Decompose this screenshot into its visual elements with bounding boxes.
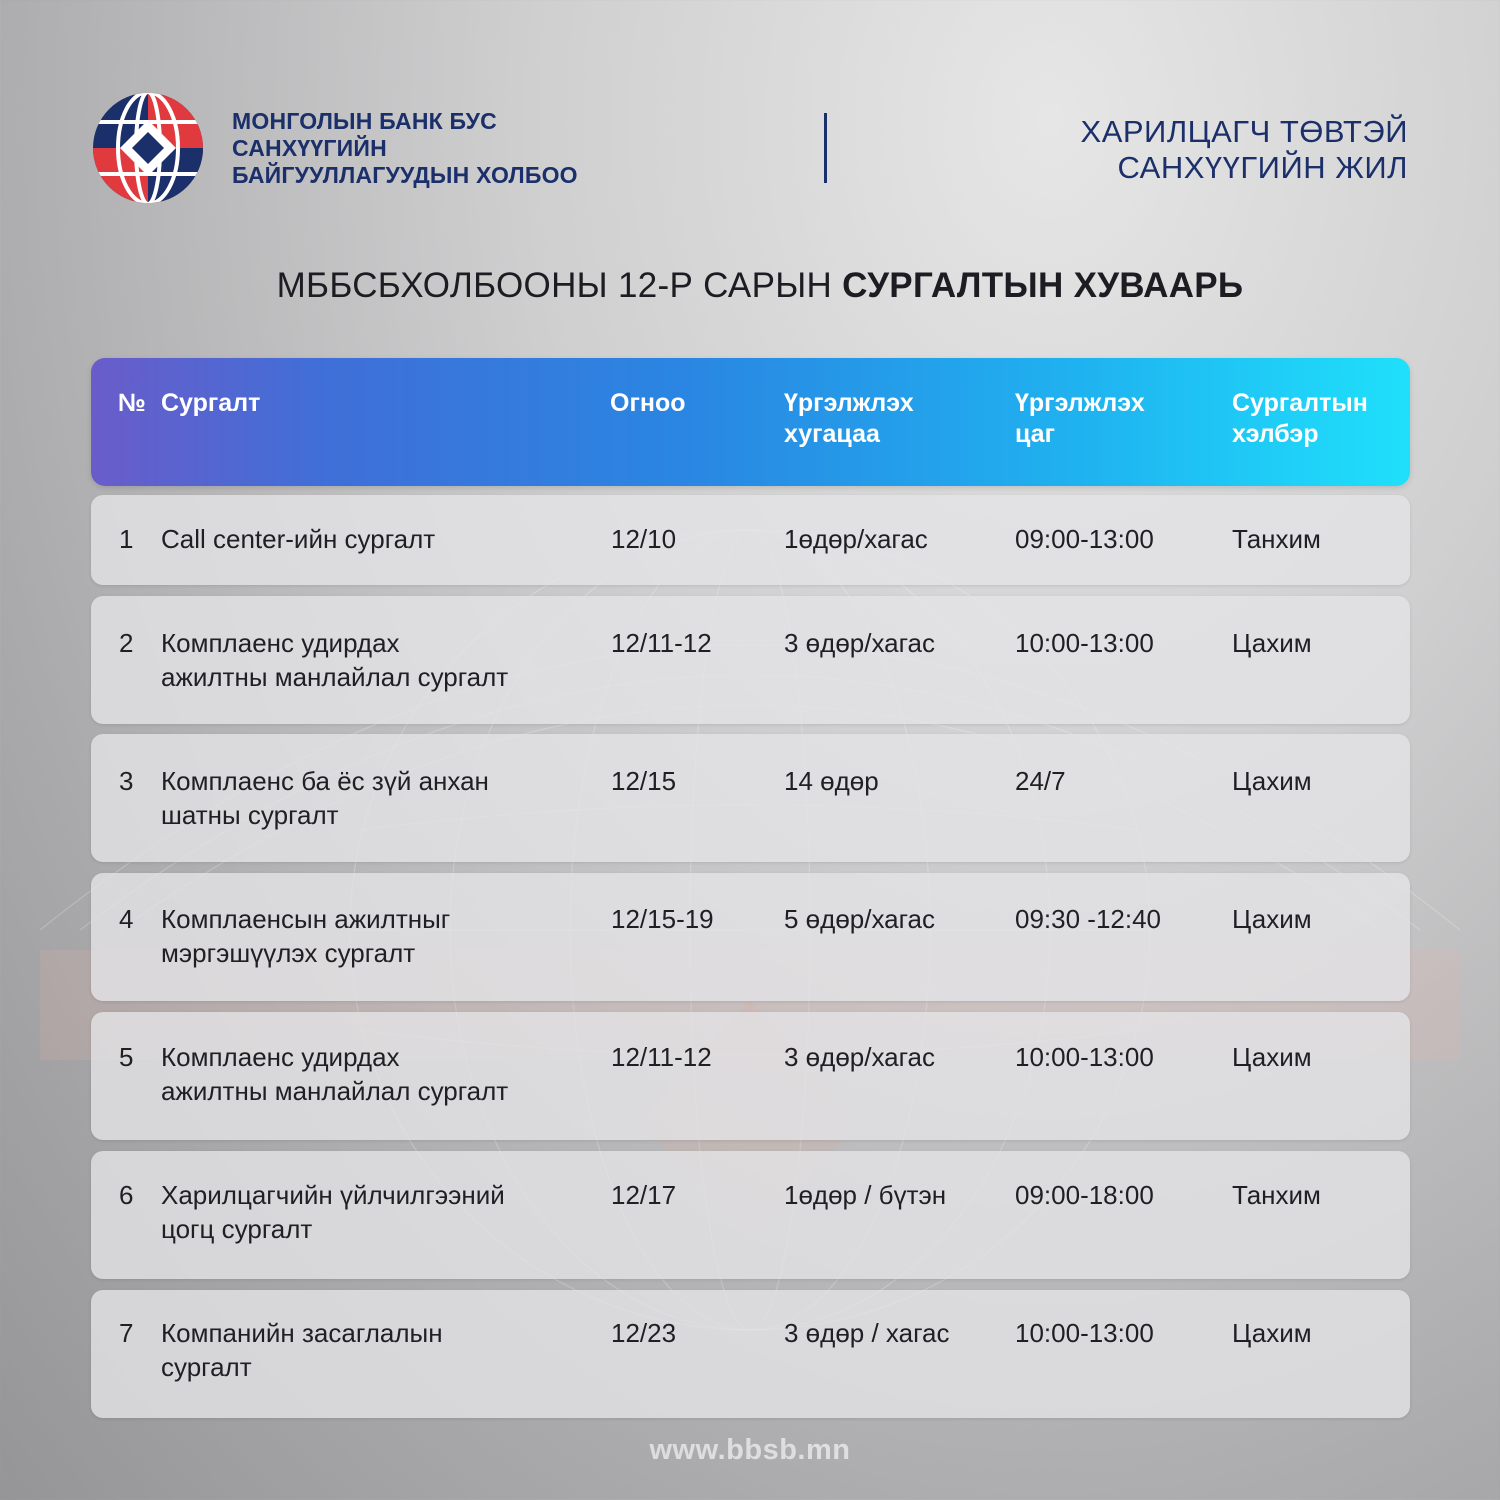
row-training-name-line: мэргэшүүлэх сургалт — [161, 938, 416, 968]
row-number: 1 — [119, 524, 134, 554]
row-format: Танхим — [1232, 1180, 1321, 1210]
row-training-name-line: Комплаенс удирдах — [161, 628, 400, 658]
row-format: Цахим — [1232, 766, 1312, 796]
row-training-name-line: Компанийн засаглалын — [161, 1318, 443, 1348]
row-training-name-line: Комплаенсын ажилтныг — [161, 904, 451, 934]
row-training-name — [161, 902, 450, 970]
row-date: 12/11-12 — [611, 1042, 712, 1072]
row-training-name-line: Комплаенс удирдах — [161, 1042, 400, 1072]
organization-name-line: БАЙГУУЛЛАГУУДЫН ХОЛБОО — [232, 162, 578, 188]
column-header-date: Огноо — [610, 389, 686, 417]
footer-website-url[interactable]: www.bbsb.mn — [649, 1434, 851, 1466]
row-time: 10:00-13:00 — [1015, 1042, 1154, 1072]
column-header-time-line: цаг — [1015, 420, 1055, 448]
column-header-format-line: хэлбэр — [1232, 420, 1319, 448]
column-header-format — [1232, 388, 1368, 450]
row-number: 3 — [119, 766, 134, 796]
row-time: 10:00-13:00 — [1015, 628, 1154, 658]
row-duration: 3 өдөр / хагас — [784, 1318, 950, 1348]
table-header — [91, 358, 1410, 486]
row-duration: 3 өдөр/хагас — [784, 1042, 935, 1072]
row-number: 5 — [119, 1042, 134, 1072]
row-date: 12/10 — [611, 524, 677, 554]
row-date: 12/23 — [611, 1318, 677, 1348]
page-title-bold: СУРГАЛТЫН ХУВААРЬ — [842, 266, 1244, 305]
row-training-name-line: Комплаенс ба ёс зүй анхан — [161, 766, 489, 796]
table-row — [91, 495, 1410, 585]
row-format: Цахим — [1232, 904, 1312, 934]
row-duration: 3 өдөр/хагас — [784, 628, 935, 658]
row-date: 12/15 — [611, 766, 677, 796]
page-title — [0, 266, 1500, 306]
row-time: 24/7 — [1015, 766, 1066, 796]
row-training-name — [161, 764, 489, 832]
row-number: 7 — [119, 1318, 134, 1348]
row-date: 12/17 — [611, 1180, 677, 1210]
table-row — [91, 873, 1410, 1001]
column-header-duration-line: хугацаа — [784, 420, 880, 448]
organization-name-line: САНХҮҮГИЙН — [232, 135, 387, 161]
table-row — [91, 1290, 1410, 1418]
organization-name-line: МОНГОЛЫН БАНК БУС — [232, 108, 497, 134]
header-divider — [824, 113, 827, 183]
page-title-regular: МББСБХОЛБООНЫ 12-Р САРЫН — [276, 266, 833, 305]
row-time: 09:00-18:00 — [1015, 1180, 1154, 1210]
row-training-name-line: ажилтны манлайлал сургалт — [161, 662, 509, 692]
organization-name — [232, 108, 578, 189]
table-row — [91, 1012, 1410, 1140]
table-row — [91, 596, 1410, 724]
row-training-name — [161, 522, 435, 556]
row-format: Цахим — [1232, 1042, 1312, 1072]
row-time: 10:00-13:00 — [1015, 1318, 1154, 1348]
row-date: 12/11-12 — [611, 628, 712, 658]
row-training-name — [161, 626, 508, 694]
row-time: 09:30 -12:40 — [1015, 904, 1162, 934]
table-row — [91, 734, 1410, 862]
row-duration: 14 өдөр — [784, 766, 879, 796]
row-training-name-line: Call center-ийн сургалт — [161, 524, 436, 554]
tagline — [1081, 114, 1408, 186]
row-number: 2 — [119, 628, 134, 658]
row-duration: 5 өдөр/хагас — [784, 904, 935, 934]
row-training-name — [161, 1178, 505, 1246]
row-training-name-line: цогц сургалт — [161, 1214, 313, 1244]
row-training-name-line: сургалт — [161, 1352, 252, 1382]
column-header-duration — [784, 388, 914, 450]
row-format: Цахим — [1232, 628, 1312, 658]
column-header-number: № — [118, 389, 146, 417]
row-training-name-line: Харилцагчийн үйлчилгээний — [161, 1180, 505, 1210]
column-header-duration-line: Үргэлжлэх — [784, 389, 914, 417]
row-number: 6 — [119, 1180, 134, 1210]
row-duration: 1өдөр/хагас — [784, 524, 928, 554]
table-row — [91, 1151, 1410, 1279]
column-header-time-line: Үргэлжлэх — [1015, 389, 1145, 417]
column-header-time — [1015, 388, 1145, 450]
column-header-training: Сургалт — [161, 389, 261, 417]
row-training-name-line: шатны сургалт — [161, 800, 339, 830]
row-format: Цахим — [1232, 1318, 1312, 1348]
tagline-line: ХАРИЛЦАГЧ ТӨВТЭЙ — [1080, 114, 1408, 149]
organization-logo-icon — [92, 92, 204, 204]
row-date: 12/15-19 — [611, 904, 714, 934]
row-training-name — [161, 1316, 443, 1384]
row-training-name — [161, 1040, 508, 1108]
row-training-name-line: ажилтны манлайлал сургалт — [161, 1076, 509, 1106]
column-header-format-line: Сургалтын — [1232, 389, 1368, 417]
row-time: 09:00-13:00 — [1015, 524, 1154, 554]
row-format: Танхим — [1232, 524, 1321, 554]
row-number: 4 — [119, 904, 134, 934]
row-duration: 1өдөр / бүтэн — [784, 1180, 947, 1210]
tagline-line: САНХҮҮГИЙН ЖИЛ — [1117, 150, 1408, 185]
